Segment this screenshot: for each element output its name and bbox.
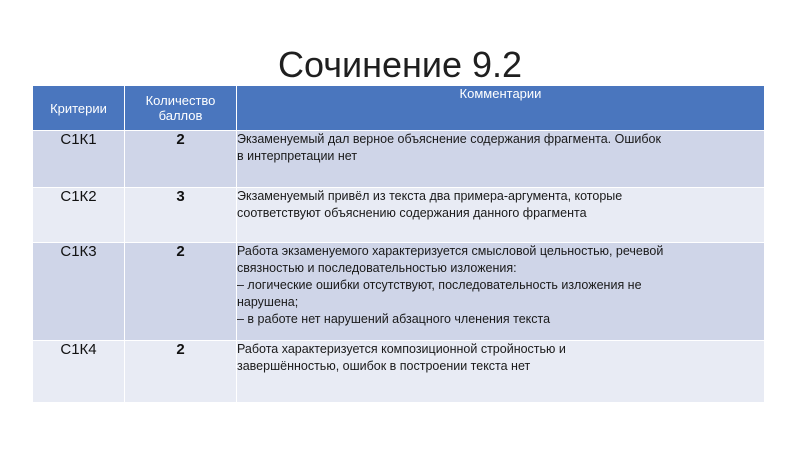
comment-line: Экзаменуемый дал верное объяснение содержания фрагмента. Ошибок (237, 132, 661, 146)
table-row (33, 341, 765, 403)
slide-title: Сочинение 9.2 (277, 44, 523, 85)
table-row (33, 131, 765, 188)
comment-cell (237, 131, 765, 188)
criteria-table (32, 85, 765, 403)
criterion-cell: С1К1 (33, 131, 125, 188)
points-cell: 2 (125, 341, 237, 403)
comment-cell (237, 188, 765, 243)
criterion-cell: С1К3 (33, 243, 125, 341)
header-points (125, 86, 237, 131)
comment-line: Экзаменуемый привёл из текста два примера-аргумента, которые (237, 189, 623, 203)
header-points-line1: Количество (145, 93, 216, 108)
comment-line: завершённостью, ошибок в построении текста нет (237, 359, 531, 373)
header-comments: Комментарии (237, 86, 765, 131)
points-cell: 3 (125, 188, 237, 243)
header-criteria: Критерии (33, 86, 125, 131)
comment-cell (237, 243, 765, 341)
comment-line: в интерпретации нет (237, 149, 358, 163)
table-row (33, 188, 765, 243)
comment-line: – в работе нет нарушений абзацного членения текста (237, 312, 551, 326)
points-cell: 2 (125, 243, 237, 341)
criterion-cell: С1К4 (33, 341, 125, 403)
comment-line: Работа характеризуется композиционной стройностью и (237, 342, 566, 356)
table-row (33, 243, 765, 341)
comment-line: – логические ошибки отсутствуют, последовательность изложения не (237, 278, 642, 292)
criterion-cell: С1К2 (33, 188, 125, 243)
points-cell: 2 (125, 131, 237, 188)
comment-cell (237, 341, 765, 403)
header-points-line2: баллов (158, 108, 203, 123)
comment-line: нарушена; (237, 295, 299, 309)
table-header-row (33, 86, 765, 131)
comment-line: Работа экзаменуемого характеризуется смысловой цельностью, речевой (237, 244, 664, 258)
comment-line: связностью и последовательностью изложения: (237, 261, 517, 275)
comment-line: соответствуют объяснению содержания данного фрагмента (237, 206, 587, 220)
